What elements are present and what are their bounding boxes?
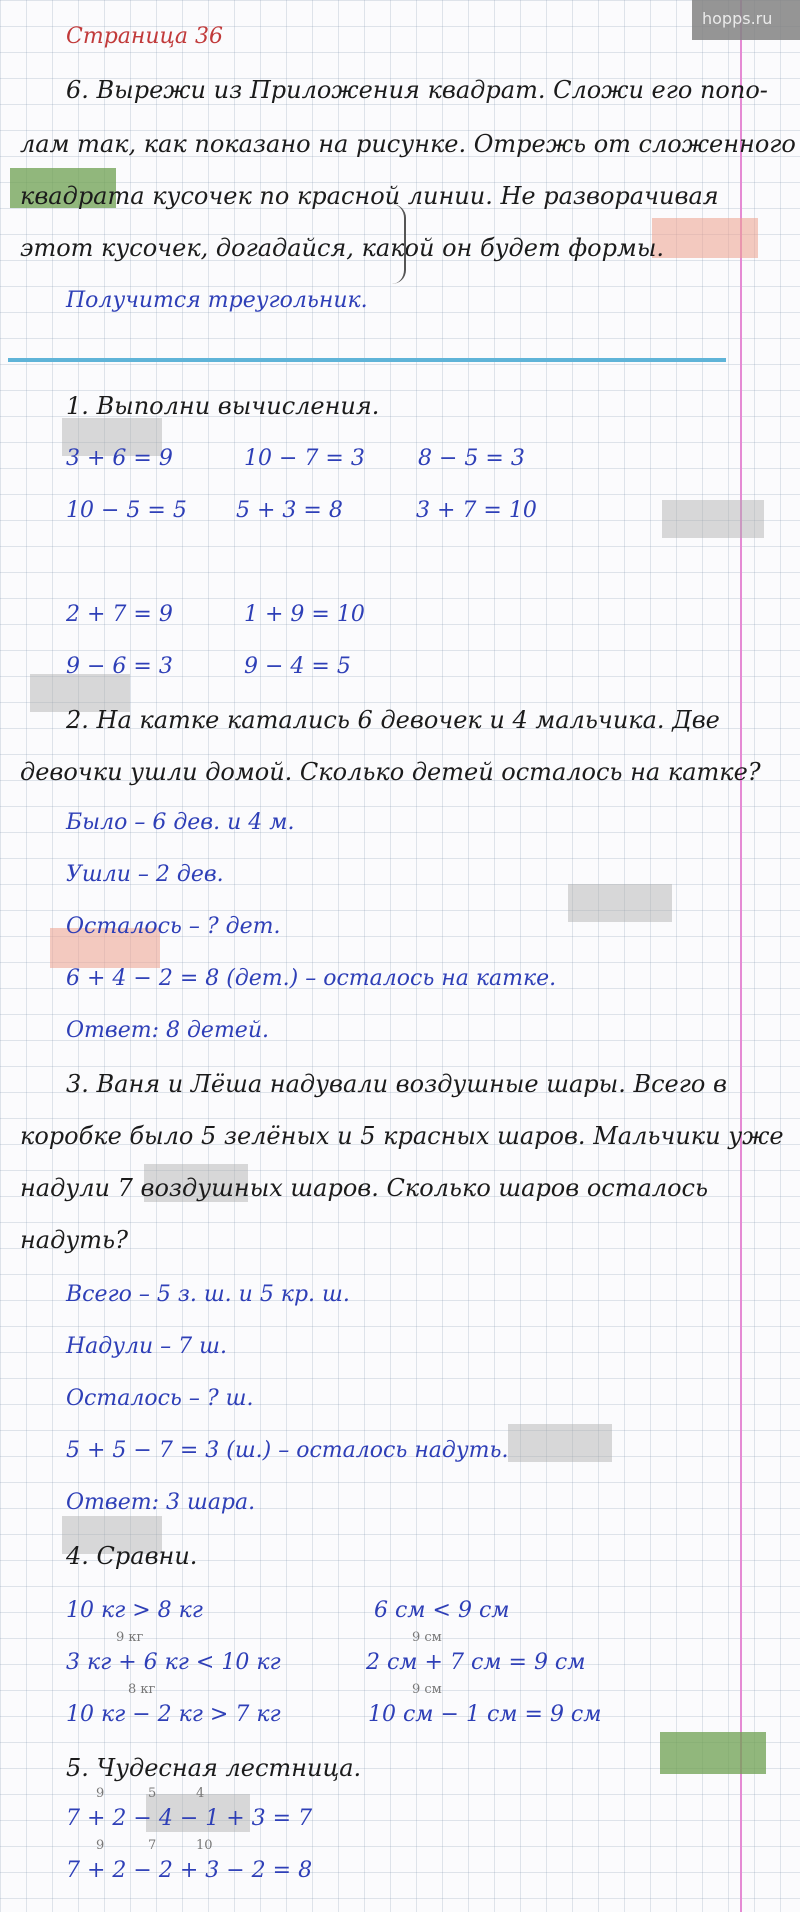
watermark-green-2 [660,1732,766,1774]
task1-title: 1. Выполни вычисления. [66,392,380,420]
compare-left-1: 10 кг > 8 кг [66,1598,203,1623]
margin-line [740,0,742,1912]
watermark-gray-2 [662,500,764,538]
compare-left-note-1: 9 кг [116,1630,144,1645]
task2-line2: девочки ушли домой. Сколько детей осталось на катке? [20,758,761,786]
task2-answer-4: 6 + 4 − 2 = 8 (дет.) – осталось на катке. [66,966,557,991]
task6-answer: Получится треугольник. [66,288,368,313]
task6-line2: лам так, как показано на рисунке. Отрежь от сложенного [20,130,796,158]
task2-answer-3: Осталось – ? дет. [66,914,281,939]
ladder-top-note-3: 4 [196,1786,205,1801]
calc-r3-c2: 1 + 9 = 10 [244,602,365,627]
task3-answer-1: Всего – 5 з. ш. и 5 кр. ш. [66,1282,350,1307]
task3-answer-4: 5 + 5 − 7 = 3 (ш.) – осталось надуть. [66,1438,509,1463]
task3-line3: надули 7 воздушных шаров. Сколько шаров осталось [20,1174,709,1202]
ladder-mid-note-1: 9 [96,1838,105,1853]
task6-line4: этот кусочек, догадайся, какой он будет формы. [20,234,665,262]
watermark-gray-4 [568,884,672,922]
calc-r3-c1: 2 + 7 = 9 [66,602,173,627]
task2-line1: 2. На катке катались 6 девочек и 4 мальчика. Две [66,706,720,734]
task5-title: 5. Чудесная лестница. [66,1754,362,1782]
task2-answer-1: Было – 6 дев. и 4 м. [66,810,295,835]
ladder-top-note-1: 9 [96,1786,105,1801]
watermark-pink-1 [652,218,758,258]
ladder-mid-note-2: 7 [148,1838,157,1853]
task6-line3: квадрата кусочек по красной линии. Не разворачивая [20,182,719,210]
task3-answer-2: Надули – 7 ш. [66,1334,227,1359]
task2-answer-2: Ушли – 2 дев. [66,862,224,887]
task3-line2: коробке было 5 зелёных и 5 красных шаров. Мальчики уже [20,1122,784,1150]
compare-left-3: 10 кг − 2 кг > 7 кг [66,1702,281,1727]
calc-r1-c1: 3 + 6 = 9 [66,446,173,471]
task6-line1: 6. Вырежи из Приложения квадрат. Сложи его попо- [66,76,768,104]
task3-line1: 3. Ваня и Лёша надували воздушные шары. Всего в [66,1070,727,1098]
task3-answer-3: Осталось – ? ш. [66,1386,254,1411]
calc-r2-c3: 3 + 7 = 10 [416,498,537,523]
brace-mark [390,204,406,284]
ladder-top-note-2: 5 [148,1786,157,1801]
section-divider [8,358,726,362]
calc-r4-c2: 9 − 4 = 5 [244,654,351,679]
compare-right-3: 10 см − 1 см = 9 см [368,1702,602,1727]
page-label: Страница 36 [66,24,224,49]
calc-r2-c2: 5 + 3 = 8 [236,498,343,523]
calc-r4-c1: 9 − 6 = 3 [66,654,173,679]
calc-r2-c1: 10 − 5 = 5 [66,498,187,523]
watermark-gray-6 [508,1424,612,1462]
compare-left-note-2: 8 кг [128,1682,156,1697]
ladder-equation-2: 7 + 2 − 2 + 3 − 2 = 8 [66,1858,313,1883]
compare-right-note-2: 9 см [412,1682,442,1697]
ladder-equation-1: 7 + 2 − 4 − 1 + 3 = 7 [66,1806,313,1831]
compare-right-2: 2 см + 7 см = 9 см [366,1650,586,1675]
task3-answer-5: Ответ: 3 шара. [66,1490,256,1515]
compare-right-1: 6 см < 9 см [374,1598,510,1623]
calc-r1-c3: 8 − 5 = 3 [418,446,525,471]
compare-right-note-1: 9 см [412,1630,442,1645]
task2-answer-5: Ответ: 8 детей. [66,1018,269,1043]
compare-left-2: 3 кг + 6 кг < 10 кг [66,1650,281,1675]
watermark-top-right: hopps.ru [692,0,800,40]
calc-r1-c2: 10 − 7 = 3 [244,446,365,471]
ladder-mid-note-3: 10 [196,1838,213,1853]
task3-line4: надуть? [20,1226,128,1254]
task4-title: 4. Сравни. [66,1542,198,1570]
